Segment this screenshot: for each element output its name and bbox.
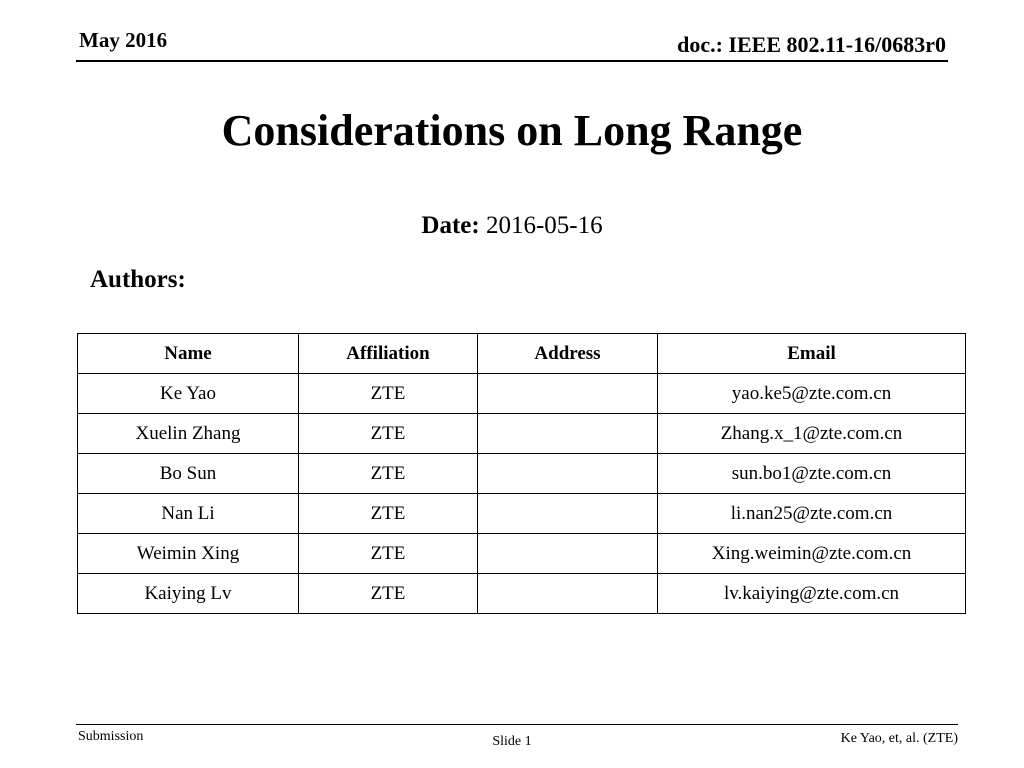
author-address <box>478 414 658 454</box>
table-row <box>78 494 966 534</box>
author-affiliation: ZTE <box>299 414 478 454</box>
column-header-name: Name <box>78 334 299 374</box>
author-address <box>478 574 658 614</box>
column-header-address: Address <box>478 334 658 374</box>
table-row <box>78 374 966 414</box>
date-label: Date: <box>421 212 480 239</box>
author-email: Xing.weimin@zte.com.cn <box>658 534 966 574</box>
table-row <box>78 454 966 494</box>
author-address <box>478 454 658 494</box>
author-email: Zhang.x_1@zte.com.cn <box>658 414 966 454</box>
author-email: yao.ke5@zte.com.cn <box>658 374 966 414</box>
header-doc-id: doc.: IEEE 802.11-16/0683r0 <box>677 32 946 57</box>
authors-table <box>77 333 966 614</box>
author-address <box>478 534 658 574</box>
author-email: sun.bo1@zte.com.cn <box>658 454 966 494</box>
author-name: Kaiying Lv <box>78 574 299 614</box>
table-header-row <box>78 334 966 374</box>
footer-slide-number: Slide 1 <box>492 734 532 749</box>
table-row <box>78 574 966 614</box>
author-name: Ke Yao <box>78 374 299 414</box>
author-affiliation: ZTE <box>299 494 478 534</box>
column-header-email: Email <box>658 334 966 374</box>
footer-divider <box>76 724 958 725</box>
author-email: li.nan25@zte.com.cn <box>658 494 966 534</box>
header-date: May 2016 <box>79 28 168 52</box>
author-name: Weimin Xing <box>78 534 299 574</box>
date-line <box>0 210 1024 242</box>
table-row <box>78 414 966 454</box>
authors-label: Authors: <box>90 266 186 293</box>
footer-author: Ke Yao, et, al. (ZTE) <box>840 731 958 746</box>
author-email: lv.kaiying@zte.com.cn <box>658 574 966 614</box>
author-affiliation: ZTE <box>299 534 478 574</box>
author-name: Xuelin Zhang <box>78 414 299 454</box>
column-header-affiliation: Affiliation <box>299 334 478 374</box>
date-value: 2016-05-16 <box>485 212 603 239</box>
footer-submission: Submission <box>78 729 144 744</box>
author-name: Bo Sun <box>78 454 299 494</box>
author-affiliation: ZTE <box>299 454 478 494</box>
author-affiliation: ZTE <box>299 374 478 414</box>
table-row <box>78 534 966 574</box>
author-name: Nan Li <box>78 494 299 534</box>
author-affiliation: ZTE <box>299 574 478 614</box>
author-address <box>478 494 658 534</box>
header-divider <box>76 60 948 62</box>
slide-title: Considerations on Long Range <box>221 106 803 155</box>
author-address <box>478 374 658 414</box>
